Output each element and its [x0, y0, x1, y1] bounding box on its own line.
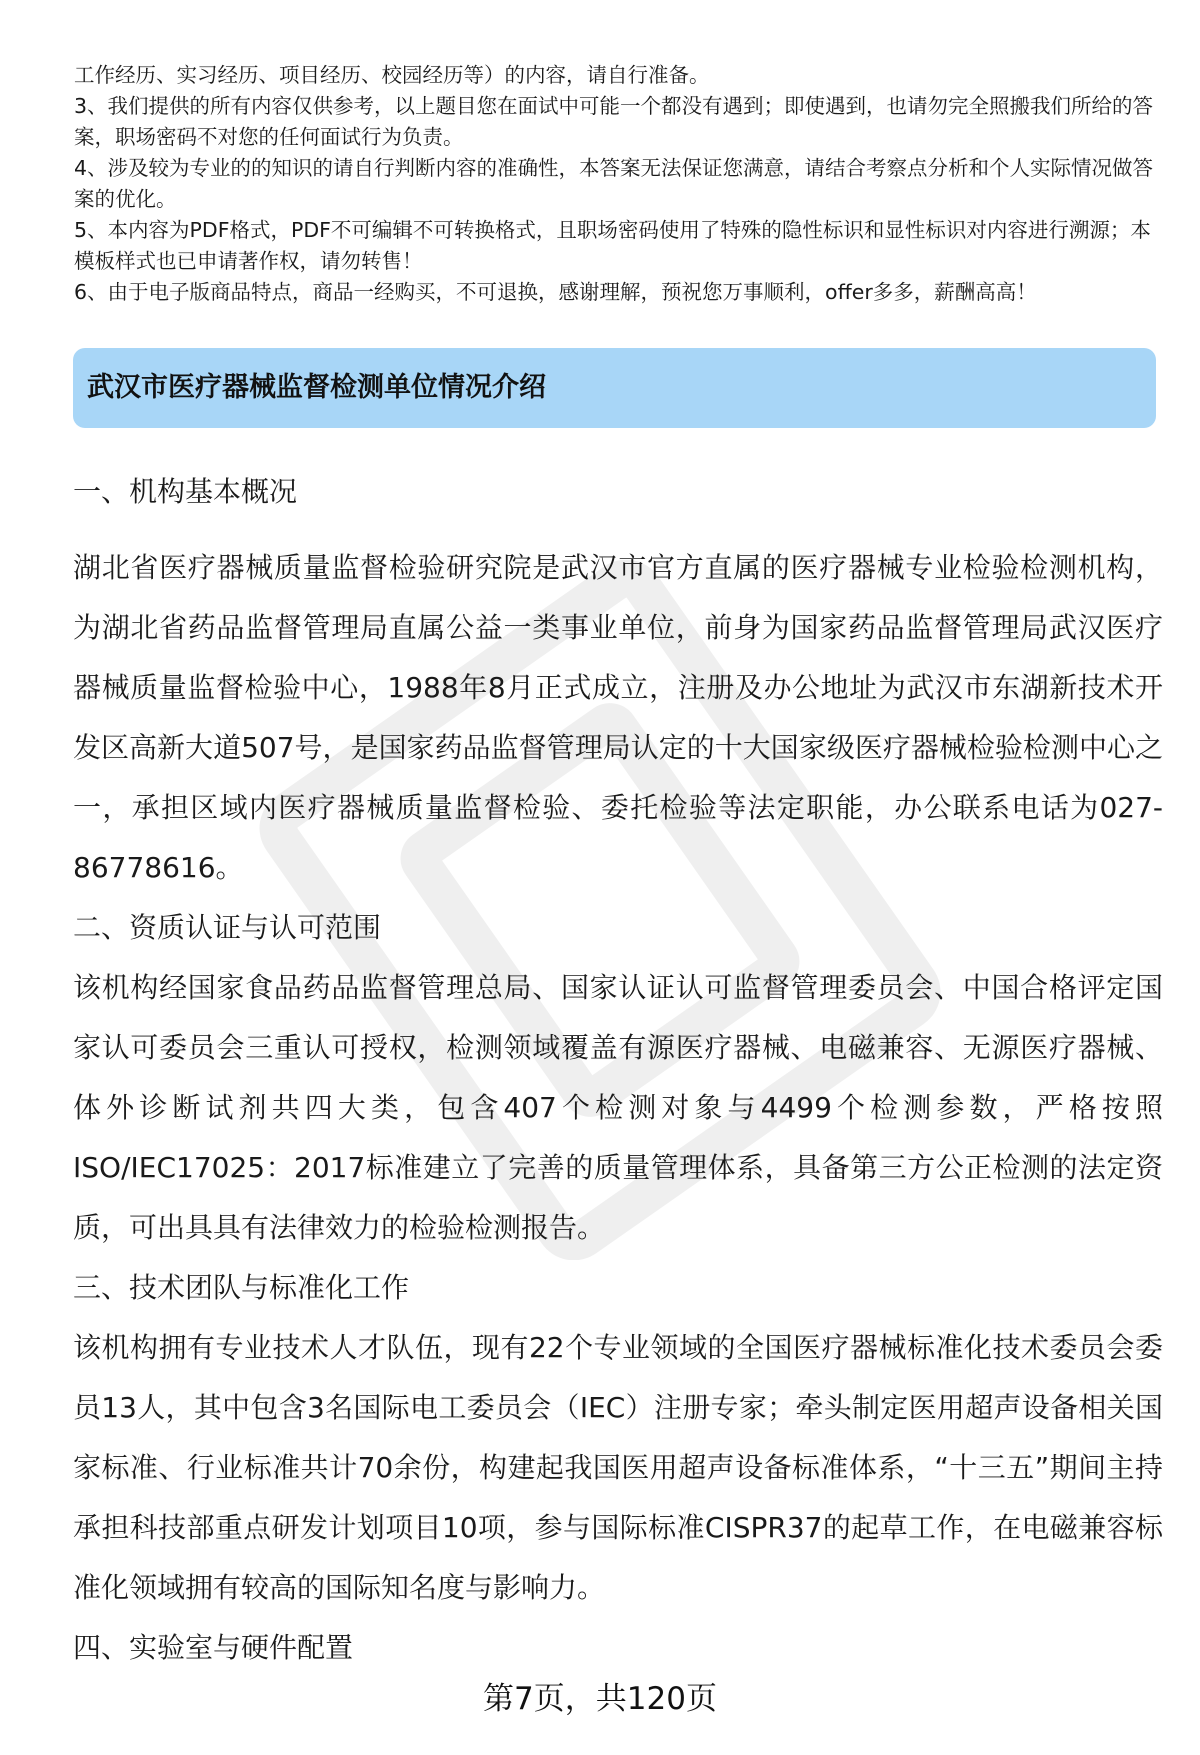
section-body: 湖北省医疗器械质量监督检验研究院是武汉市官方直属的医疗器械专业检验检测机构，为湖北省药品监督管理局直属公益一类事业单位，前身为国家药品监督管理局武汉医疗器械质量监督检验中心，1988年8月正式成立，注册及办公地址为武汉市东湖新技术开发区高新大道507号，是国家药品监督管理局认定的十大国家级医疗器械检验检测中心之一，承担区域内医疗器械质量监督检验、委托检验等法定职能，办公联系电话为027-86778616。 [73, 551, 1163, 884]
note-line: 3、我们提供的所有内容仅供参考，以上题目您在面试中可能一个都没有遇到；即使遇到，也请勿完全照搬我们所给的答案，职场密码不对您的任何面试行为负责。 [74, 94, 1154, 149]
main-content [73, 462, 1163, 1678]
note-line: 工作经历、实习经历、项目经历、校园经历等）的内容，请自行准备。 [74, 63, 710, 87]
banner-title: 武汉市医疗器械监督检测单位情况介绍 [87, 372, 546, 403]
section-heading: 一、机构基本概况 [73, 475, 298, 508]
section-body: 该机构拥有专业技术人才队伍，现有22个专业领域的全国医疗器械标准化技术委员会委员13人，其中包含3名国际电工委员会（IEC）注册专家；牵头制定医用超声设备相关国家标准、行业标准共计70余份，构建起我国医用超声设备标准体系，“十三五”期间主持承担科技部重点研发计划项目10项，参与国际标准CISPR37的起草工作，在电磁兼容标准化领域拥有较高的国际知名度与影响力。 [73, 1331, 1163, 1604]
note-line: 5、本内容为PDF格式，PDF不可编辑不可转换格式，且职场密码使用了特殊的隐性标识和显性标识对内容进行溯源；本模板样式也已申请著作权，请勿转售！ [74, 218, 1151, 273]
section-banner [73, 348, 1156, 428]
note-line: 4、涉及较为专业的的知识的请自行判断内容的准确性，本答案无法保证您满意，请结合考察点分析和个人实际情况做答案的优化。 [74, 156, 1154, 211]
notes-block [74, 60, 1154, 308]
section-body: 该机构经国家食品药品监督管理总局、国家认证认可监督管理委员会、中国合格评定国家认可委员会三重认可授权，检测领域覆盖有源医疗器械、电磁兼容、无源医疗器械、体外诊断试剂共四大类，包含407个检测对象与4499个检测参数，严格按照ISO/IEC17025：2017标准建立了完善的质量管理体系，具备第三方公正检测的法定资质，可出具具有法律效力的检验检测报告。 [73, 971, 1163, 1244]
section-heading: 二、资质认证与认可范围 [73, 911, 382, 944]
note-line: 6、由于电子版商品特点，商品一经购买，不可退换，感谢理解，预祝您万事顺利，offer多多，薪酬高高！ [74, 280, 1037, 304]
section-heading: 三、技术团队与标准化工作 [73, 1271, 410, 1304]
section-heading: 四、实验室与硬件配置 [73, 1631, 354, 1664]
page-number: 第7页，共120页 [483, 1681, 717, 1717]
